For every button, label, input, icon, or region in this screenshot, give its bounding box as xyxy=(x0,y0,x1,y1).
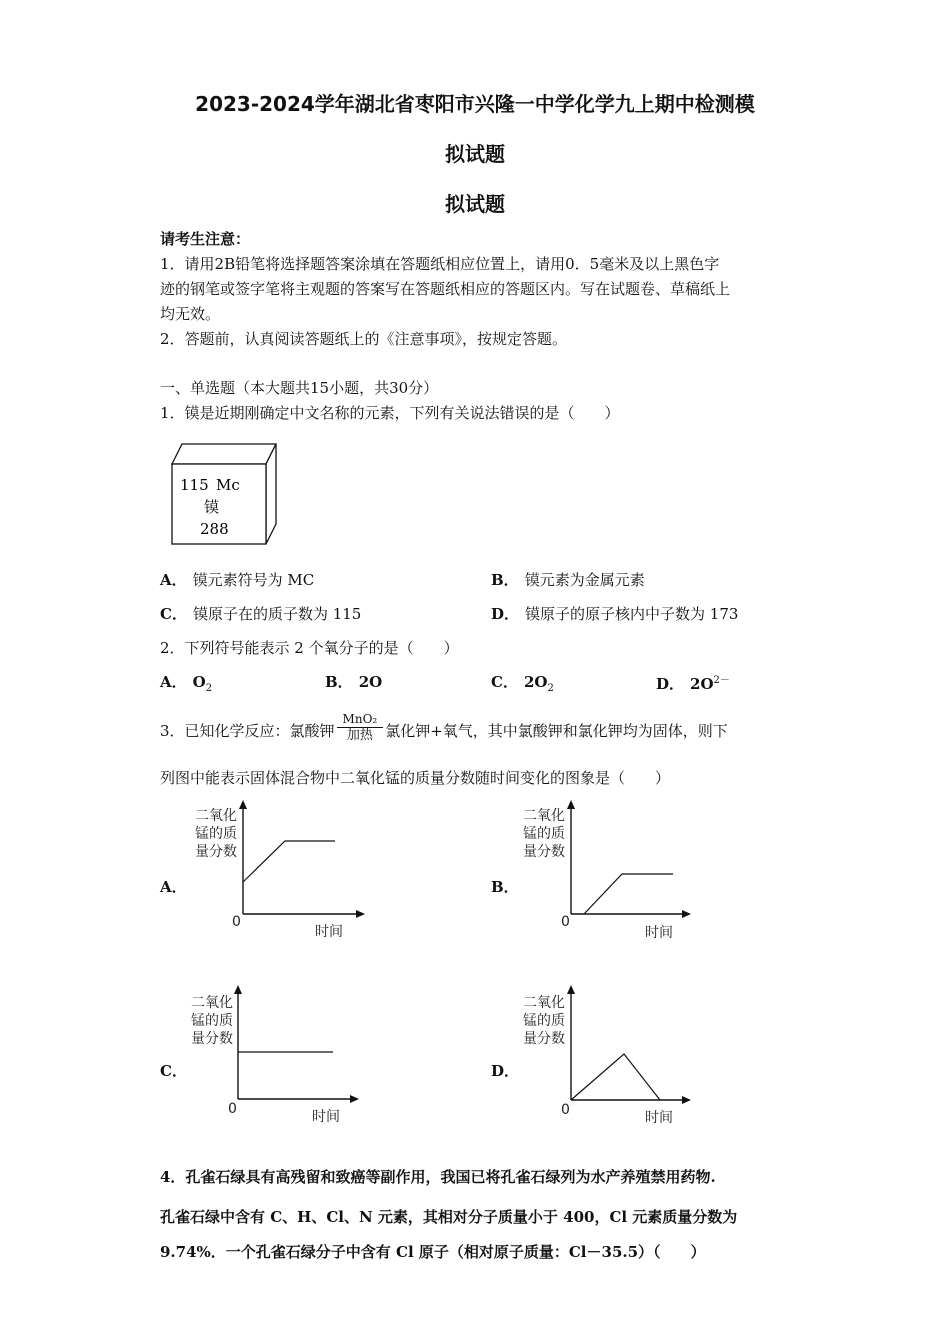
q2-option-a-sub: 2 xyxy=(205,683,213,694)
graph-b-ylabel-1: 二氧化 xyxy=(523,808,565,824)
question-2-stem: 2．下列符号能表示 2 个氧分子的是（ ） xyxy=(160,639,459,657)
graph-d-origin: 0 xyxy=(561,1102,570,1118)
graph-c-ylabel-3: 量分数 xyxy=(191,1031,233,1047)
q1-option-b-text: 镆元素为金属元素 xyxy=(524,571,645,589)
graph-a-ylabel-1: 二氧化 xyxy=(195,808,237,824)
graph-d-ylabel-3: 量分数 xyxy=(523,1031,565,1047)
q2-option-d-formula: 2O xyxy=(690,675,714,693)
graph-b-origin: 0 xyxy=(561,914,570,930)
title-line-3: 拟试题 xyxy=(445,192,505,216)
q2-option-b-formula: 2O xyxy=(358,673,383,691)
notice-heading: 请考生注意： xyxy=(160,230,251,248)
element-symbol: Mc xyxy=(216,476,240,494)
q1-option-a[interactable] xyxy=(160,569,314,590)
q2-option-c-label: C． xyxy=(491,673,518,691)
graph-c xyxy=(186,985,366,1130)
graph-a-curve xyxy=(243,841,335,882)
graph-b-xlabel: 时间 xyxy=(645,925,673,941)
q1-option-c-label: C． xyxy=(160,605,187,623)
section-heading: 一、单选题（本大题共15小题，共30分） xyxy=(160,379,439,397)
graph-d-xlabel: 时间 xyxy=(645,1110,673,1126)
q2-option-a[interactable] xyxy=(160,671,212,694)
title-line-2: 拟试题 xyxy=(445,142,505,166)
graph-b-ylabel-3: 量分数 xyxy=(523,844,565,860)
element-number: 115 xyxy=(180,476,209,494)
graph-a-xlabel: 时间 xyxy=(315,924,343,940)
graph-b-y-arrow xyxy=(567,800,575,809)
graph-a-origin: 0 xyxy=(232,914,241,930)
question-3-stem-line-2: 列图中能表示固体混合物中二氧化锰的质量分数随时间变化的图象是（ ） xyxy=(160,769,671,787)
q2-option-c-sub: 2 xyxy=(547,683,554,694)
q2-option-a-label: A． xyxy=(160,673,187,691)
q1-option-d-label: D． xyxy=(491,605,520,623)
q2-option-c[interactable] xyxy=(491,671,554,694)
graph-a-x-arrow xyxy=(356,910,365,918)
catalyst-label: MnO₂ xyxy=(337,712,384,728)
q1-option-a-text: 镆元素符号为 MC xyxy=(192,571,315,589)
notice-item-1-line-3: 均无效。 xyxy=(160,305,221,323)
q2-option-c-formula: 2O xyxy=(523,673,548,691)
q2-option-b[interactable] xyxy=(325,671,382,692)
graph-d-ylabel-2: 锰的质 xyxy=(523,1013,565,1029)
graph-c-ylabel-2: 锰的质 xyxy=(191,1013,233,1029)
reaction-arrow xyxy=(337,712,384,744)
q1-option-b-label: B． xyxy=(491,571,519,589)
q1-option-b[interactable] xyxy=(491,569,645,590)
graph-b-ylabel-2: 锰的质 xyxy=(523,826,565,842)
condition-label: 加热 xyxy=(346,728,373,743)
question-1-stem: 1．镆是近期刚确定中文名称的元素，下列有关说法错误的是（ ） xyxy=(160,404,620,422)
graph-d xyxy=(518,985,698,1130)
q2-option-d-label: D． xyxy=(656,675,685,693)
graph-a-label[interactable]: A． xyxy=(160,878,187,896)
graph-d-curve xyxy=(571,1054,660,1100)
graph-a-y-arrow xyxy=(239,800,247,809)
question-4-line-3: 9.74%．一个孔雀石绿分子中含有 Cl 原子（相对原子质量：Cl－35.5）（ ） xyxy=(160,1243,706,1261)
title-line-1: 2023-2024学年湖北省枣阳市兴隆一中学化学九上期中检测模 xyxy=(195,92,755,116)
q2-option-d-sup: 2－ xyxy=(713,675,730,686)
element-name: 镆 xyxy=(204,498,220,516)
q2-option-b-label: B． xyxy=(325,673,353,691)
graph-b-curve xyxy=(584,874,673,914)
element-mass: 288 xyxy=(200,520,229,538)
notice-item-1-line-1: 1．请用2B铅笔将选择题答案涂填在答题纸相应位置上，请用0．5毫米及以上黑色字 xyxy=(160,255,720,273)
graph-c-x-arrow xyxy=(350,1095,359,1103)
graph-a-ylabel-2: 锰的质 xyxy=(195,826,237,842)
graph-a-ylabel-3: 量分数 xyxy=(195,844,237,860)
graph-c-y-arrow xyxy=(234,985,242,994)
graph-c-ylabel-1: 二氧化 xyxy=(191,995,233,1011)
graph-b xyxy=(518,800,698,945)
graph-b-x-arrow xyxy=(682,910,691,918)
q1-option-c[interactable] xyxy=(160,603,361,624)
q2-option-d[interactable] xyxy=(656,671,730,694)
question-4-line-1: 4．孔雀石绿具有高残留和致癌等副作用，我国已将孔雀石绿列为水产养殖禁用药物. xyxy=(160,1168,716,1186)
q1-option-d-text: 镆原子的原子核内中子数为 173 xyxy=(525,605,739,623)
graph-d-x-arrow xyxy=(682,1096,691,1104)
q1-option-d[interactable] xyxy=(491,603,738,624)
graph-d-ylabel-1: 二氧化 xyxy=(523,995,565,1011)
q3-stem-part-1: 3．已知化学反应：氯酸钾 xyxy=(160,722,335,740)
notice-item-2: 2．答题前，认真阅读答题纸上的《注意事项》，按规定答题。 xyxy=(160,330,568,348)
q3-stem-part-2: 氯化钾+氧气，其中氯酸钾和氯化钾均为固体，则下 xyxy=(385,722,728,740)
graph-d-label[interactable]: D． xyxy=(491,1062,520,1080)
q2-option-a-formula: O xyxy=(192,673,206,691)
q1-option-c-text: 镆原子在的质子数为 115 xyxy=(192,605,362,623)
graph-b-label[interactable]: B． xyxy=(491,878,519,896)
element-card xyxy=(160,442,280,548)
graph-c-xlabel: 时间 xyxy=(312,1109,340,1125)
graph-c-origin: 0 xyxy=(228,1101,237,1117)
question-4-line-2: 孔雀石绿中含有 C、H、Cl、N 元素，其相对分子质量小于 400，Cl 元素质量分数为 xyxy=(160,1208,738,1226)
graph-a xyxy=(190,800,370,945)
graph-d-y-arrow xyxy=(567,985,575,994)
notice-item-1-line-2: 迹的钢笔或签字笔将主观题的答案写在答题纸相应的答题区内。写在试题卷、草稿纸上 xyxy=(160,280,731,298)
q1-option-a-label: A． xyxy=(160,571,187,589)
graph-c-label[interactable]: C． xyxy=(160,1062,187,1080)
question-3-stem xyxy=(160,712,728,748)
